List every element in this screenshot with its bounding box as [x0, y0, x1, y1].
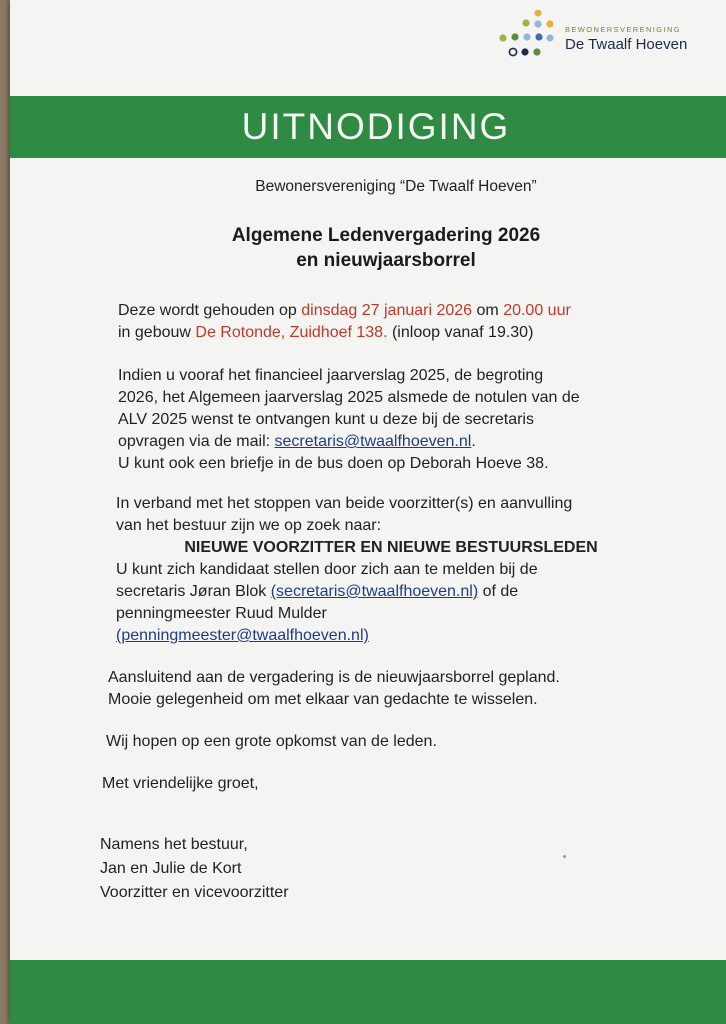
- logo-name: De Twaalf Hoeven: [565, 36, 688, 53]
- dots-logo-icon: [495, 10, 561, 66]
- signature-names: Jan en Julie de Kort: [100, 860, 242, 877]
- text-line: Aansluitend aan de vergadering is de nieuwjaarsborrel gepland.: [108, 669, 560, 686]
- heading-line-2: en nieuwjaarsborrel: [296, 250, 476, 271]
- heading-line-1: Algemene Ledenvergadering 2026: [231, 225, 541, 246]
- text-run: of de: [478, 583, 519, 600]
- text-line: In verband met het stoppen van beide voorzitter(s) en aanvulling: [116, 495, 573, 512]
- association-line: Bewonersvereniging “De Twaalf Hoeven”: [255, 178, 537, 195]
- documents-paragraph: [86, 365, 686, 475]
- drinks-paragraph: [86, 667, 686, 711]
- text-run: in gebouw: [118, 324, 196, 341]
- text-line: U kunt ook een briefje in de bus doen op Deborah Hoeve 38.: [118, 455, 549, 472]
- vacancy-caps-line: NIEUWE VOORZITTER EN NIEUWE BESTUURSLEDEN: [184, 539, 598, 556]
- signature-line: Namens het bestuur,: [100, 836, 248, 853]
- signature-block: [86, 833, 686, 905]
- text-line: Indien u vooraf het financieel jaarverslag 2025, de begroting: [118, 367, 544, 384]
- letter-body: [86, 176, 686, 905]
- text-line: van het bestuur zijn we op zoek naar:: [116, 517, 382, 534]
- text-run: .: [471, 433, 476, 450]
- meeting-heading: [86, 223, 686, 273]
- title-banner: [10, 96, 726, 158]
- paper-speck: [563, 855, 566, 858]
- text-line: ALV 2025 wenst te ontvangen kunt u deze bij de secretaris: [118, 411, 534, 428]
- meeting-location: De Rotonde, Zuidhoef 138.: [195, 324, 388, 341]
- treasurer-email-link[interactable]: (penningmeester@twaalfhoeven.nl): [116, 627, 369, 644]
- association-logo: [495, 10, 700, 66]
- invitation-flyer: [10, 0, 726, 1024]
- text-line: Mooie gelegenheid om met elkaar van gedachte te wisselen.: [108, 691, 538, 708]
- meeting-details-paragraph: [86, 300, 686, 344]
- footer-band: [10, 960, 726, 1024]
- closing-greeting: Met vriendelijke groet,: [102, 775, 259, 792]
- text-run: Deze wordt gehouden op: [118, 302, 302, 319]
- text-line: opvragen via de mail:: [118, 433, 275, 450]
- secretary-email-link-2[interactable]: (secretaris@twaalfhoeven.nl): [270, 583, 479, 600]
- text-line: penningmeester Ruud Mulder: [116, 605, 327, 622]
- meeting-date: dinsdag 27 januari 2026: [301, 302, 473, 319]
- board-vacancy-paragraph: [86, 493, 686, 647]
- text-line: U kunt zich kandidaat stellen door zich aan te melden bij de: [116, 561, 538, 578]
- text-line: 2026, het Algemeen jaarverslag 2025 alsmede de notulen van de: [118, 389, 580, 406]
- page-title: UITNODIGING: [241, 106, 511, 147]
- signature-roles: Voorzitter en vicevoorzitter: [100, 884, 289, 901]
- text-line: secretaris Jøran Blok: [116, 583, 271, 600]
- secretary-email-link[interactable]: secretaris@twaalfhoeven.nl: [274, 433, 472, 450]
- turnout-paragraph: Wij hopen op een grote opkomst van de leden.: [106, 733, 437, 750]
- meeting-time: 20.00 uur: [503, 302, 571, 319]
- text-run: om: [472, 302, 504, 319]
- logo-subtitle: BEWONERSVERENIGING: [565, 25, 682, 34]
- text-run: (inloop vanaf 19.30): [387, 324, 534, 341]
